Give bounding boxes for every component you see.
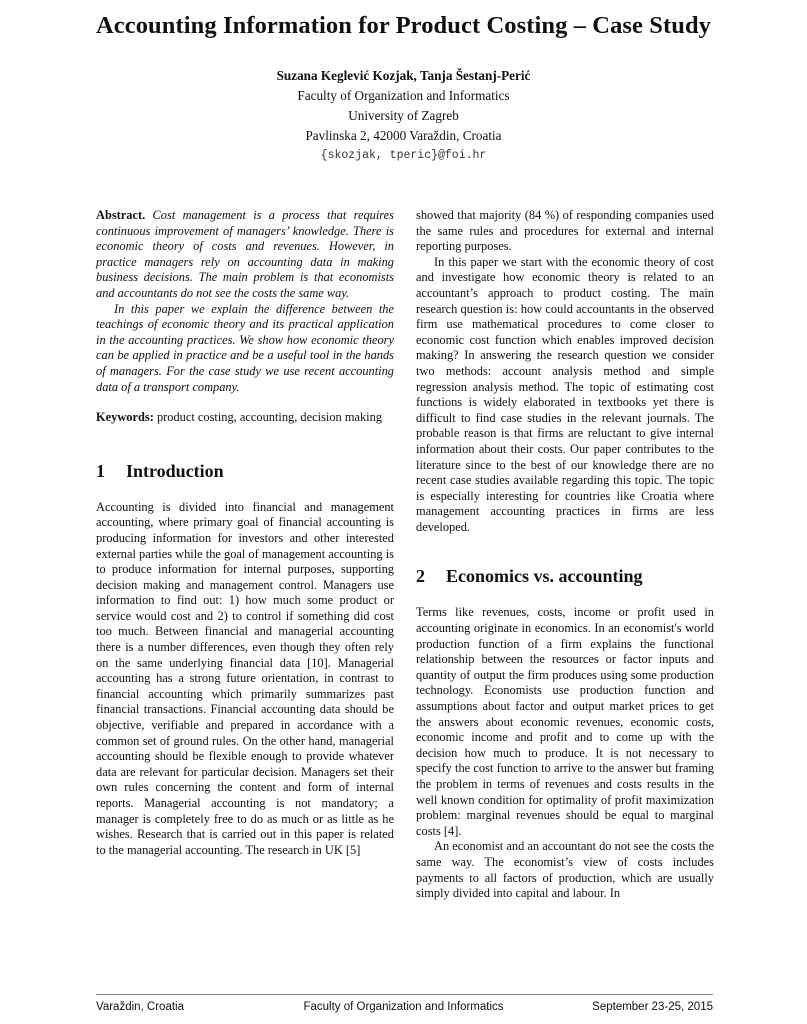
abstract-label: Abstract.	[96, 208, 146, 222]
section-2-title: Economics vs. accounting	[446, 566, 643, 587]
university: University of Zagreb	[348, 108, 459, 123]
section-1-heading	[96, 460, 394, 482]
keywords-label: Keywords:	[96, 410, 154, 425]
footer-organization: Faculty of Organization and Informatics	[303, 1001, 504, 1013]
left-column	[96, 208, 394, 858]
section-2-number: 2	[416, 566, 425, 587]
faculty: Faculty of Organization and Informatics	[297, 88, 510, 103]
abstract-paragraph-2: In this paper we explain the difference between the teachings of economic theory and its practical application in the accounting practices. We show how economic theory can be applied in practice and be a useful tool in the hands of managers. For the case study we use recent accounting data of a transport company.	[96, 301, 394, 394]
author-block	[0, 66, 807, 166]
section-2-paragraph-1: Terms like revenues, costs, income or profit used in accounting originate in economics. In an economist's world production function of a firm explains the functional relationship between the resources or factor inputs and quantity of output the firm produces using some production technology. Economists use production function and assumptions about factor and output market prices to get the answers about economic revenues, economic costs, economic income and profit and to come up with the decision how much to produce. It is not necessary to specify the cost function to arrive to the answer but framing the problem in terms of revenues and costs results in the well known condition for optimality of profit maximization problem: marginal revenues should be equal to marginal costs [4].	[416, 605, 714, 838]
section-2-paragraph-2: An economist and an accountant do not see the costs the same way. The economist’s view of costs includes payments to all factors of production, which are usually simply divided into capital and labour. In	[416, 839, 714, 901]
section-1-title: Introduction	[126, 460, 224, 481]
section-1-paragraph-2: showed that majority (84 %) of responding companies used the same rules and procedures for external and internal reporting purposes.	[416, 208, 714, 254]
keywords-text: product costing, accounting, decision making	[156, 410, 382, 425]
footer-date: September 23-25, 2015	[592, 1001, 713, 1013]
section-2-heading	[416, 565, 714, 587]
keywords	[96, 410, 394, 426]
abstract-text-1: Cost management is a process that requires continuous improvement of managers’ knowledge. There is economic theory of costs and revenues. However, in practice managers rely on accounting data in making business decisions. The main problem is that economists and accountants do not see the costs the same way.	[96, 208, 394, 300]
authors: Suzana Keglević Kozjak, Tanja Šestanj-Perić	[276, 68, 531, 83]
address: Pavlinska 2, 42000 Varaždin, Croatia	[305, 128, 502, 143]
email: {skozjak, tperic}@foi.hr	[320, 149, 487, 162]
paper-title: Accounting Information for Product Costing – Case Study	[95, 12, 712, 39]
footer-divider	[96, 994, 713, 995]
abstract-paragraph-1	[96, 208, 394, 302]
section-1-number: 1	[96, 460, 105, 481]
footer-location: Varaždin, Croatia	[96, 1001, 184, 1013]
right-column	[416, 208, 714, 902]
section-1-paragraph-3: In this paper we start with the economic theory of cost and investigate how economic theory is related to an accountant’s approach to product costing. The main research question is: how could accountants in the observed firm use mathematical procedures to come closer to economic cost function which enables improved decision making? In answering the research question we consider two methods: account analysis method and simple regression analysis method. The topic of estimating cost functions is widely elaborated in textbooks yet there is difficult to find case studies in the relevant journals. The probable reason is that firms are reluctant to give internal information about their costs. Our paper contributes to the literature since to the best of our knowledge there are no recent case studies available regarding this topic. The topic is especially interesting for countries like Croatia where management accounting practices in firms are less developed.	[416, 254, 714, 534]
section-1-paragraph-1: Accounting is divided into financial and management accounting, where primary goal of financial accounting is producing information for investors and other interested external parties while the goal of management accounting is to produce information for internal purposes, supporting decision making and management control. Managers use information to find out: 1) how much some product or service would cost and 2) to control if something did cost too much. Between financial and managerial accounting there is a number differences, even though they often rely on the same underlying financial data [10]. Managerial accounting has a strong future orientation, in contrast to financial accounting which primarily summarizes past financial transactions. Financial accounting data should be objective, verifiable and prepared in accordance with a common set of ground rules. On the other hand, managerial accounting should be flexible enough to provide whatever data are relevant for particular decision. Managers set their own rules concerning the content and form of internal reports. Managerial accounting is not mandatory; a manager is completely free to do as much or as little as he wishes. Research that is carried out in this paper is related to the managerial accounting. The research in UK [5]	[96, 499, 394, 857]
